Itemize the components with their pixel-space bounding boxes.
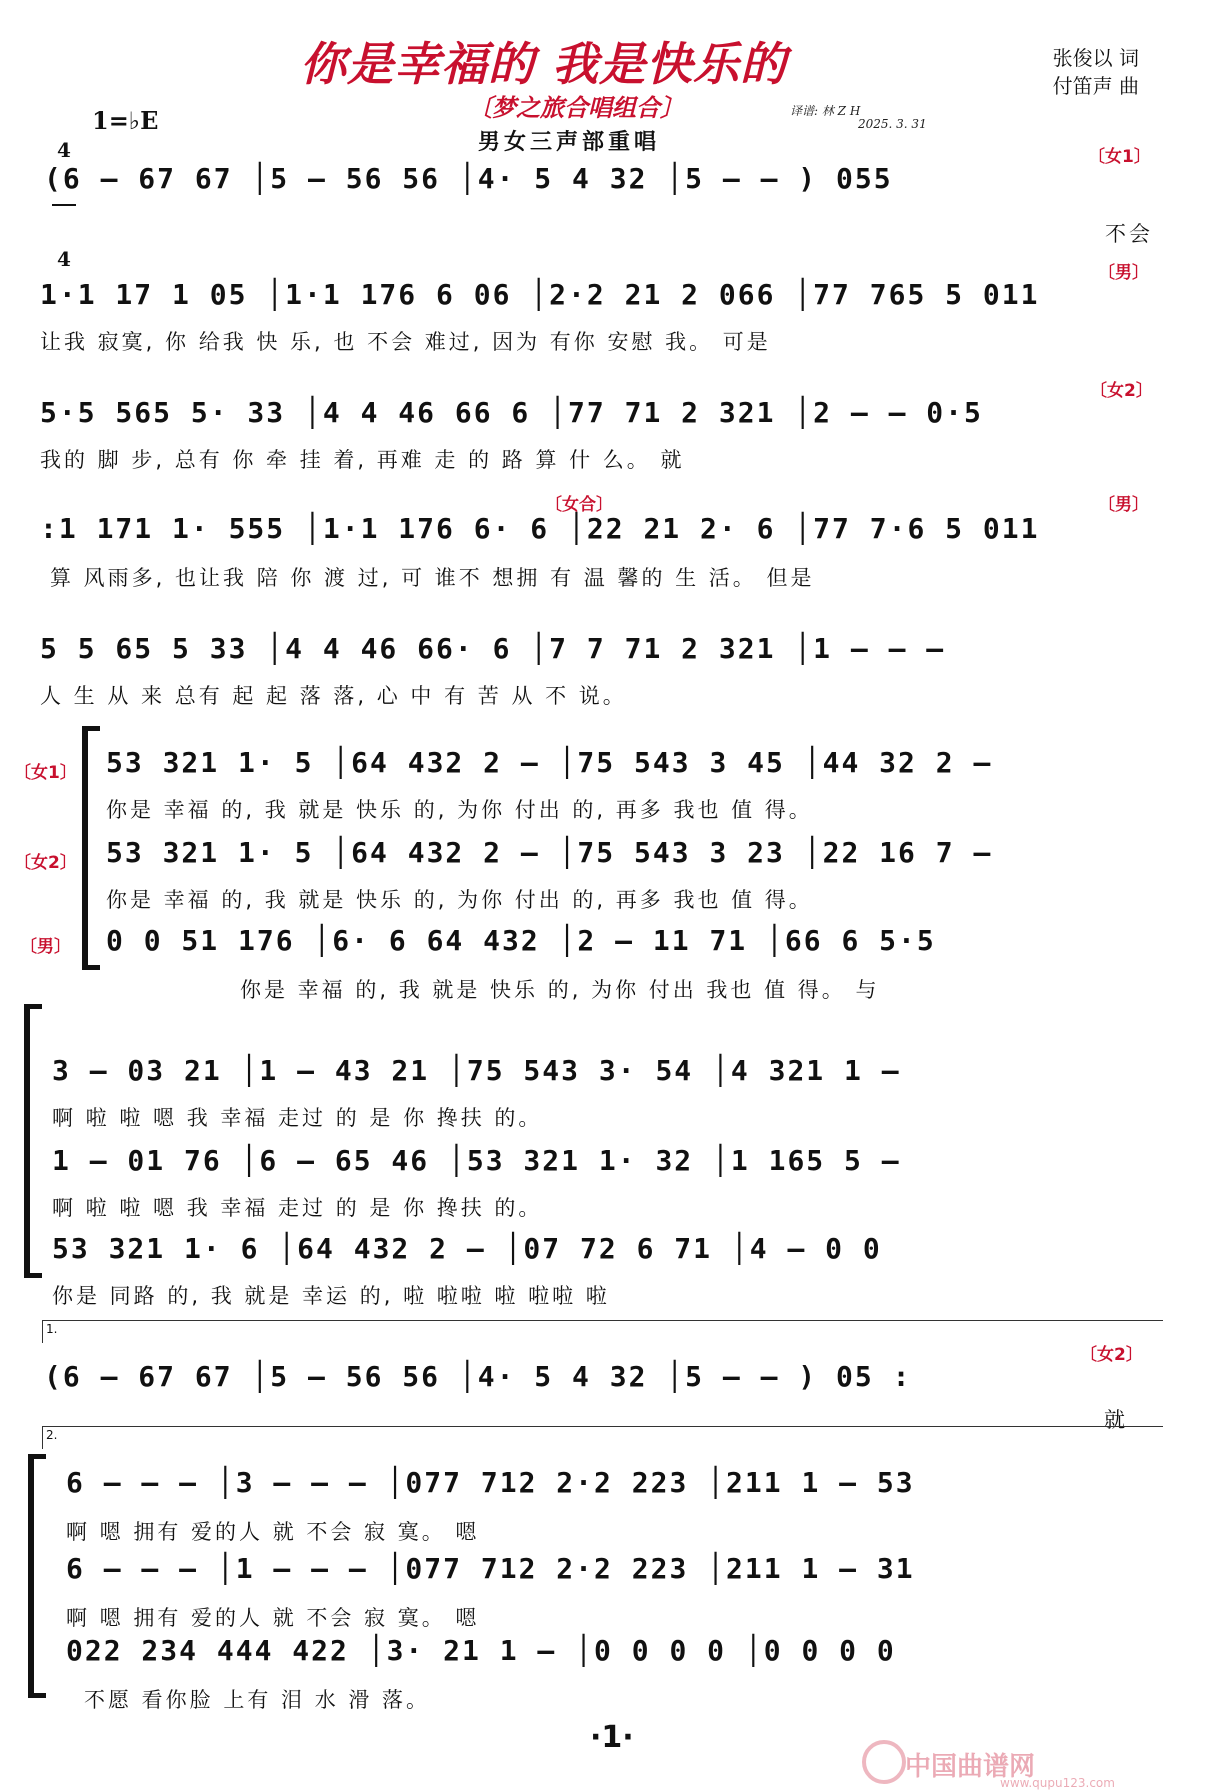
sys2-f1-lyrics: 啊 啦 啦 嗯 我 幸福 走过 的 是 你 搀扶 的。 <box>52 1106 543 1130</box>
row4-notes: :1 171 1· 555 │1·1 176 6· 6 │22 21 2· 6 │77 7·6 5 011 <box>40 512 1040 545</box>
sys1-m-lyrics: 你是 幸福 的, 我 就是 快乐 的, 为你 付出 我也 值 得。 与 <box>240 978 880 1002</box>
volta1-lyrics: 就 <box>1104 1408 1128 1432</box>
sys1-label-f2: 〔女2〕 <box>14 853 77 873</box>
scribe-credit: 译谱: 林 Z H <box>790 104 861 118</box>
part-label-m-row4: 〔男〕 <box>1098 495 1149 515</box>
composer-credit: 付笛声 曲 <box>1052 74 1139 98</box>
ending-f1-lyrics: 啊 嗯 拥有 爱的人 就 不会 寂 寞。 嗯 <box>66 1520 480 1544</box>
row4-lyrics: 算 风雨多, 也让我 陪 你 渡 过, 可 谁不 想拥 有 温 馨的 生 活。 但是 <box>50 566 815 590</box>
part-label-f1: 〔女1〕 <box>1088 147 1151 167</box>
sys2-m-notes: 53 321 1· 6 │64 432 2 – │07 72 6 71 │4 – 0 0 <box>52 1232 882 1265</box>
row2-notes: 1·1 17 1 05 │1·1 176 6 06 │2·2 21 2 066 │77 765 5 011 <box>40 278 1040 311</box>
row3-notes: 5·5 565 5· 33 │4 4 46 66 6 │77 71 2 321 │2 – – 0·5 <box>40 396 983 429</box>
sys1-f1-notes: 53 321 1· 5 │64 432 2 – │75 543 3 45 │44 32 2 – <box>106 746 993 779</box>
volta-2: 2. <box>42 1426 1163 1449</box>
system3-bracket <box>28 1456 34 1696</box>
intro-notes: (6 – 67 67 │5 – 56 56 │4· 5 4 32 │5 – – ) 055 <box>44 162 893 195</box>
sys2-m-lyrics: 你是 同路 的, 我 就是 幸运 的, 啦 啦啦 啦 啦啦 啦 <box>52 1284 610 1308</box>
lyricist-credit: 张俊以 词 <box>1052 46 1139 70</box>
row5-lyrics: 人 生 从 来 总有 起 起 落 落, 心 中 有 苦 从 不 说。 <box>40 684 627 708</box>
ending-f1-notes: 6 – – – │3 – – – │077 712 2·2 223 │211 1 – 53 <box>66 1466 915 1499</box>
sys1-f2-lyrics: 你是 幸福 的, 我 就是 快乐 的, 为你 付出 的, 再多 我也 值 得。 <box>106 888 813 912</box>
sys2-f2-notes: 1 – 01 76 │6 – 65 46 │53 321 1· 32 │1 165 5 – <box>52 1144 901 1177</box>
ending-f2-notes: 6 – – – │1 – – – │077 712 2·2 223 │211 1 – 31 <box>66 1552 915 1585</box>
system2-bracket <box>24 1006 30 1276</box>
performer-subtitle: 〔梦之旅合唱组合〕 <box>468 94 684 122</box>
sys1-f1-lyrics: 你是 幸福 的, 我 就是 快乐 的, 为你 付出 的, 再多 我也 值 得。 <box>106 798 813 822</box>
key-signature: 1=♭E <box>92 106 159 135</box>
row2-lyrics: 让我 寂寞, 你 给我 快 乐, 也 不会 难过, 因为 有你 安慰 我。 可是 <box>40 330 771 354</box>
part-label-f2: 〔女2〕 <box>1090 381 1153 401</box>
sys1-label-f1: 〔女1〕 <box>14 763 77 783</box>
ending-m-lyrics: 不愿 看你脸 上有 泪 水 滑 落。 <box>84 1688 431 1712</box>
part-label-fchorus: 〔女合〕 <box>545 495 613 515</box>
sys2-f1-notes: 3 – 03 21 │1 – 43 21 │75 543 3· 54 │4 321 1 – <box>52 1054 901 1087</box>
sys1-m-notes: 0 0 51 176 │6· 6 64 432 │2 – 11 71 │66 6 5·5 <box>106 924 936 957</box>
watermark-url: www.qupu123.com <box>1000 1776 1115 1790</box>
song-title: 你是幸福的 我是快乐的 <box>300 37 788 91</box>
page-number: ·1· <box>590 1720 634 1755</box>
volta1-label-f2: 〔女2〕 <box>1080 1345 1143 1365</box>
time-signature: 4 4 <box>52 98 76 291</box>
watermark-logo-icon <box>862 1740 906 1784</box>
row1-lyrics: 不会 <box>1105 222 1153 246</box>
part-label-m: 〔男〕 <box>1098 263 1149 283</box>
scribe-date: 2025. 3. 31 <box>858 117 927 131</box>
volta-1: 1. <box>42 1320 1163 1343</box>
voicing-label: 男女三声部重唱 <box>478 130 661 155</box>
sys1-f2-notes: 53 321 1· 5 │64 432 2 – │75 543 3 23 │22 16 7 – <box>106 836 993 869</box>
sys1-label-m: 〔男〕 <box>20 937 71 957</box>
system1-bracket <box>82 728 88 968</box>
volta1-notes: (6 – 67 67 │5 – 56 56 │4· 5 4 32 │5 – – ) 05 : <box>44 1360 912 1393</box>
watermark: 中国曲谱网 <box>905 1752 1036 1782</box>
ending-f2-lyrics: 啊 嗯 拥有 爱的人 就 不会 寂 寞。 嗯 <box>66 1606 480 1630</box>
ending-m-notes: 022 234 444 422 │3· 21 1 – │0 0 0 0 │0 0 0 0 <box>66 1634 896 1667</box>
sys2-f2-lyrics: 啊 啦 啦 嗯 我 幸福 走过 的 是 你 搀扶 的。 <box>52 1196 543 1220</box>
row5-notes: 5 5 65 5 33 │4 4 46 66· 6 │7 7 71 2 321 │1 – – – <box>40 632 946 665</box>
row3-lyrics: 我的 脚 步, 总有 你 牵 挂 着, 再难 走 的 路 算 什 么。 就 <box>40 448 685 472</box>
